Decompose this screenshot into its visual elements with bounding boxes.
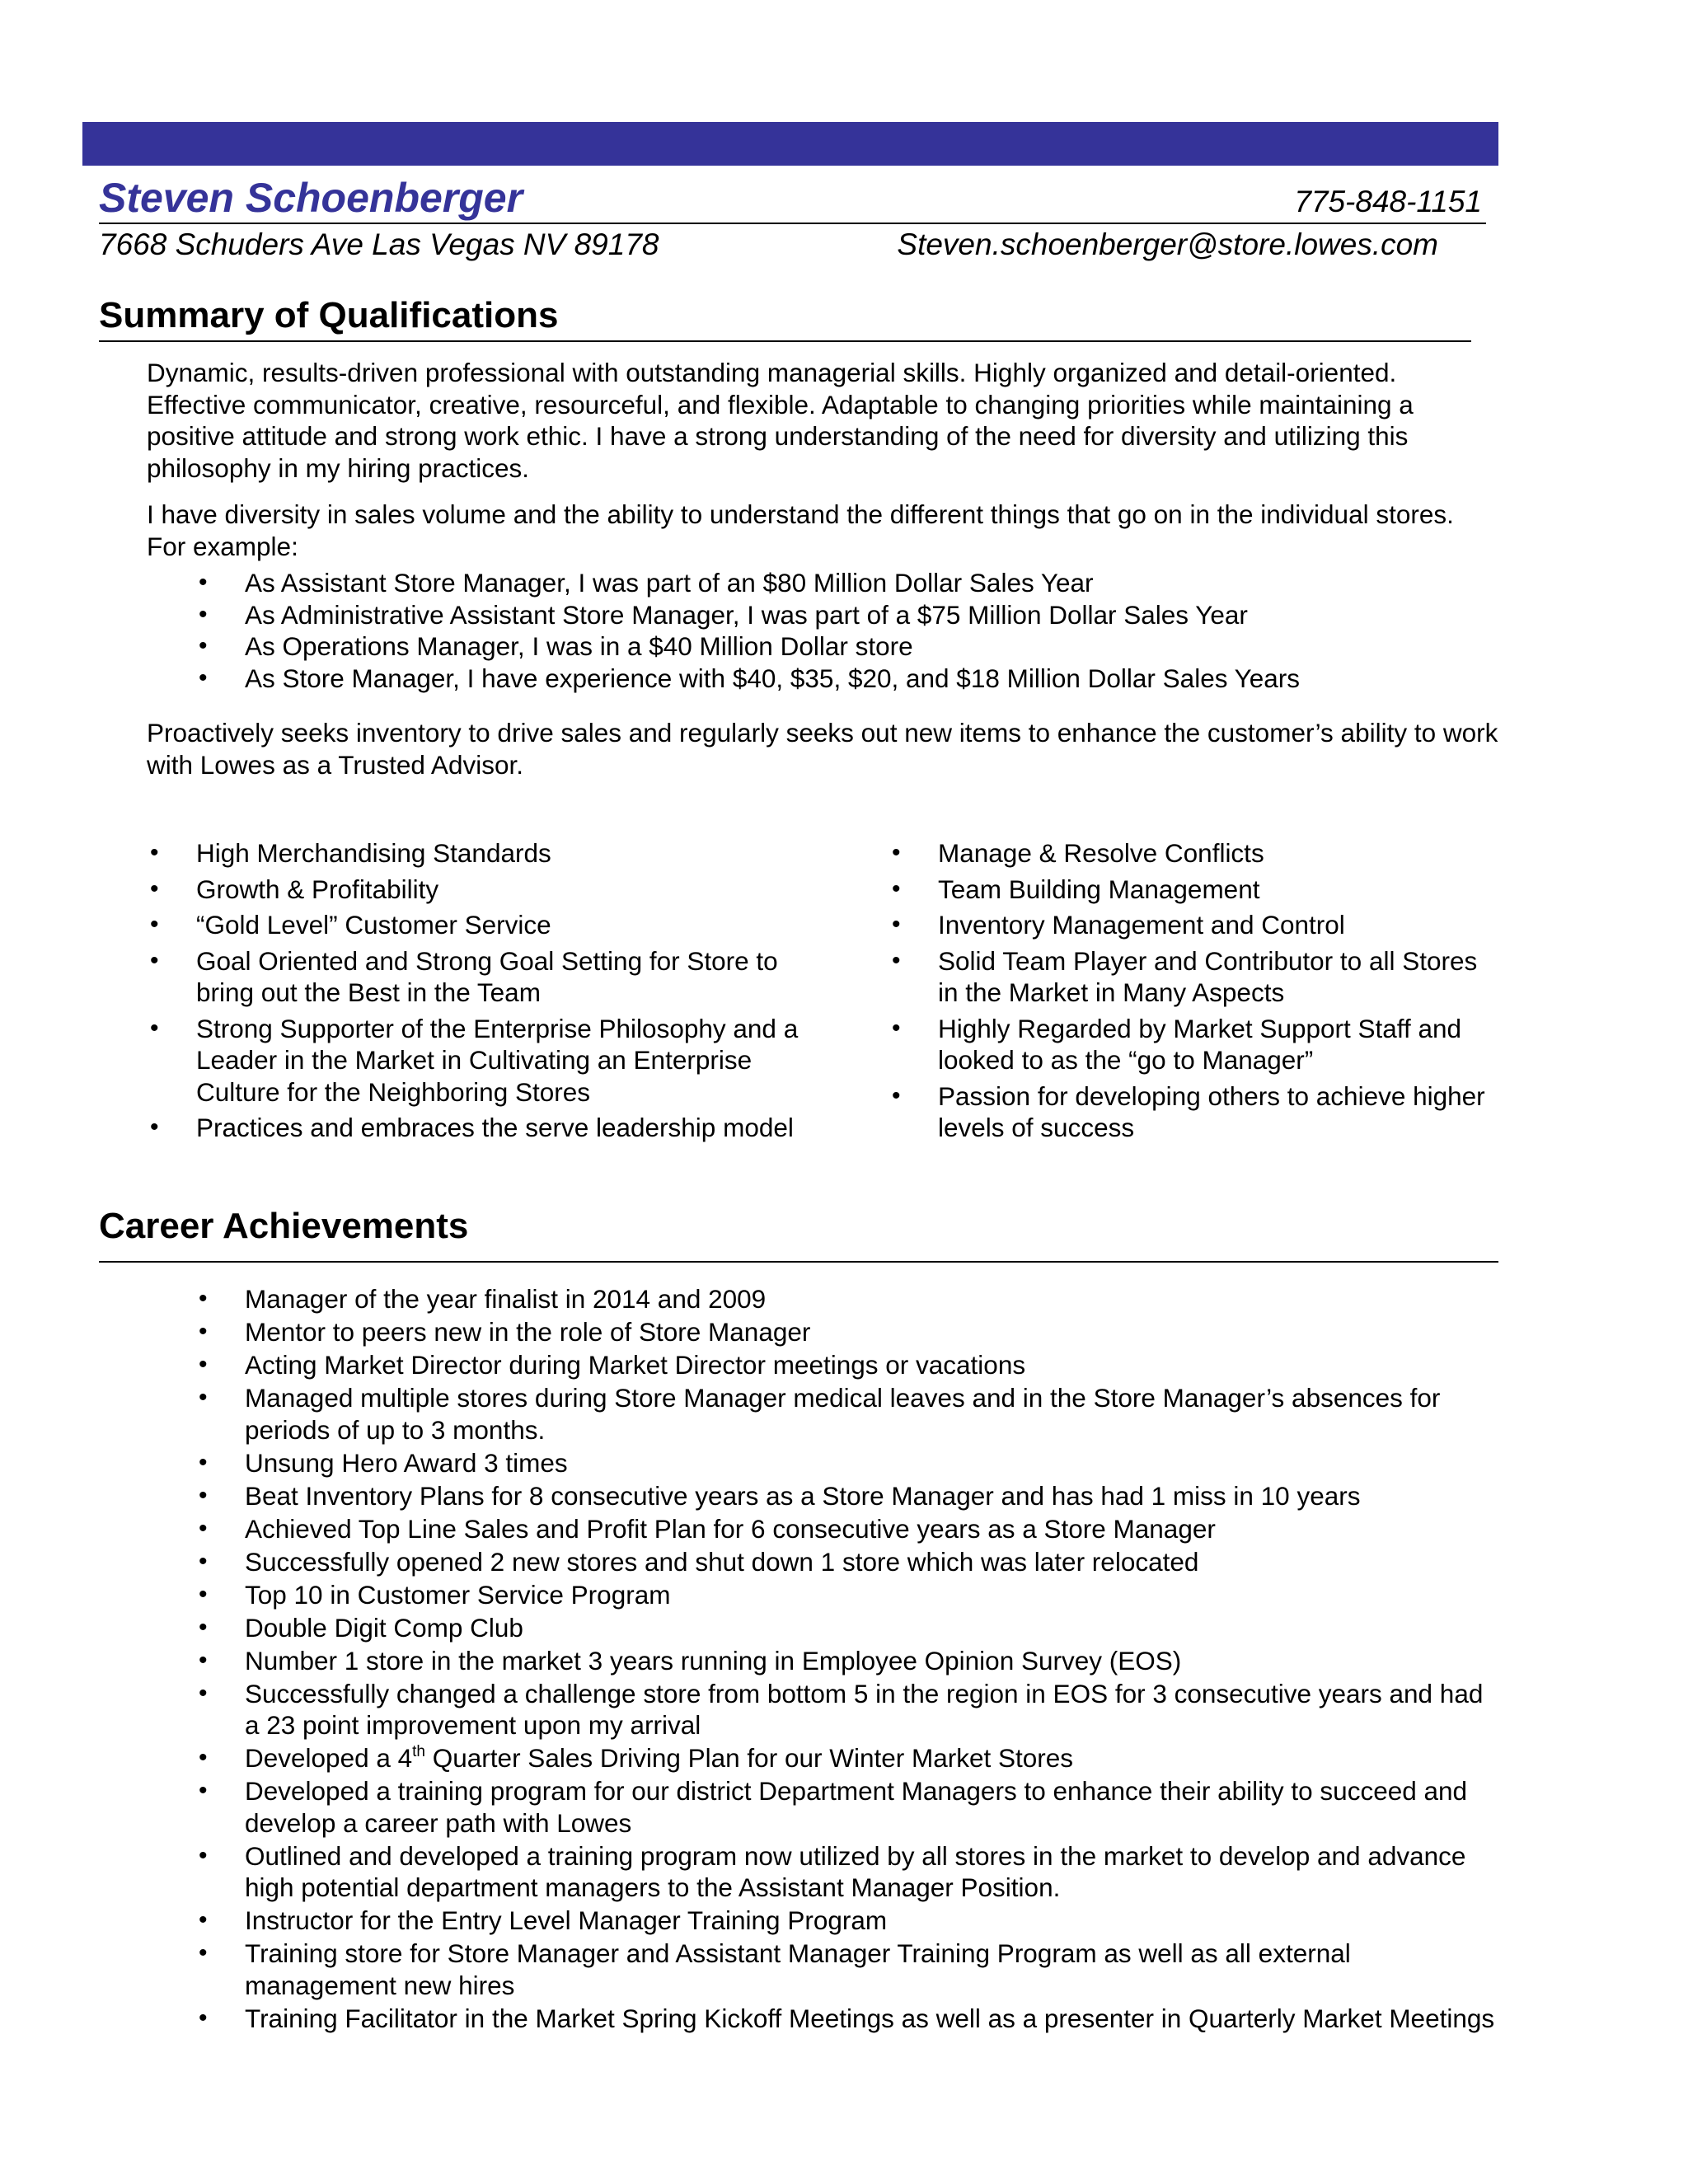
list-item: • Double Digit Comp Club: [199, 1612, 523, 1643]
list-item: • Team Building Management: [892, 874, 1260, 904]
career-section-title: Career Achievements: [99, 1206, 469, 1246]
list-item: • Strong Supporter of the Enterprise Philosophy and a Leader in the Market in Cultivating an Enterprise Culture for the Neighboring Stores: [150, 1013, 799, 1107]
header-divider: [99, 223, 1486, 224]
list-item: • Training store for Store Manager and Assistant Manager Training Program as well as all external management new hires: [199, 1938, 1351, 2000]
bullet-icon: •: [199, 1646, 208, 1674]
bullet-icon: •: [150, 839, 159, 866]
mailing-address: 7668 Schuders Ave Las Vegas NV 89178: [99, 227, 659, 261]
bullet-icon: •: [199, 1351, 208, 1378]
list-item: • Training Facilitator in the Market Spring Kickoff Meetings as well as a presenter in Quarterly Market Meetings: [199, 2003, 1495, 2033]
summary-section-divider: [99, 340, 1471, 342]
bullet-icon: •: [150, 1113, 159, 1141]
skills-list-right: [892, 837, 1498, 1148]
list-item: • Successfully changed a challenge store from bottom 5 in the region in EOS for 3 consecutive years and had a 23 point improvement upon my arrival: [199, 1678, 1484, 1740]
bullet-icon: •: [199, 1613, 208, 1641]
bullet-icon: •: [199, 1285, 208, 1312]
bullet-icon: •: [150, 874, 159, 902]
bullet-icon: •: [892, 946, 901, 974]
list-item: • As Administrative Assistant Store Manager, I was part of a $75 Million Dollar Sales Year: [199, 599, 1248, 630]
career-section-divider: [99, 1261, 1498, 1263]
list-item: • As Operations Manager, I was in a $40 Million Dollar store: [199, 631, 913, 661]
bullet-icon: •: [199, 569, 208, 596]
list-item: • Instructor for the Entry Level Manager Training Program: [199, 1905, 888, 1935]
bullet-icon: •: [199, 600, 208, 628]
list-item: • Goal Oriented and Strong Goal Setting for Store to bring out the Best in the Team: [150, 945, 778, 1007]
email-address: Steven.schoenberger@store.lowes.com: [897, 227, 1438, 261]
bullet-icon: •: [199, 663, 208, 691]
list-item: • As Assistant Store Manager, I was part of an $80 Million Dollar Sales Year: [199, 568, 1094, 598]
bullet-icon: •: [892, 911, 901, 938]
bullet-icon: •: [199, 1777, 208, 1804]
list-item: • “Gold Level” Customer Service: [150, 910, 551, 940]
list-item: • Unsung Hero Award 3 times: [199, 1447, 568, 1478]
bullet-icon: •: [892, 1081, 901, 1109]
list-item: • Developed a 4th Quarter Sales Driving Plan for our Winter Market Stores: [199, 1743, 1074, 1773]
bullet-icon: •: [199, 632, 208, 659]
bullet-icon: •: [199, 1939, 208, 1966]
career-achievements-list: [199, 1283, 1498, 2036]
list-item: • High Merchandising Standards: [150, 838, 551, 868]
bullet-icon: •: [150, 946, 159, 974]
skills-list-left: [150, 837, 839, 1148]
list-item: • As Store Manager, I have experience with $40, $35, $20, and $18 Million Dollar Sales Years: [199, 663, 1301, 693]
summary-section-title: Summary of Qualifications: [99, 295, 559, 335]
summary-paragraph-1: Dynamic, results-driven professional with outstanding managerial skills. Highly organized and detail-oriented. Effective communicator, creative, resourceful, and flexible. Adaptable to changing priorities while maintaining a positive attitude and strong work ethic. I have a strong understanding of the need for diversity and utilizing this philosophy in my hiring practices.: [147, 358, 1414, 483]
list-item: • Successfully opened 2 new stores and shut down 1 store which was later relocated: [199, 1546, 1199, 1577]
list-item: • Beat Inventory Plans for 8 consecutive years as a Store Manager and has had 1 miss in 10 years: [199, 1480, 1361, 1511]
bullet-icon: •: [199, 2004, 208, 2032]
bullet-icon: •: [199, 1448, 208, 1476]
bullet-icon: •: [199, 1384, 208, 1411]
bullet-icon: •: [150, 911, 159, 938]
list-item: • Practices and embraces the serve leadership model: [150, 1113, 794, 1142]
bullet-icon: •: [892, 839, 901, 866]
bullet-icon: •: [199, 1547, 208, 1575]
list-item: • Top 10 in Customer Service Program: [199, 1579, 671, 1610]
ordinal-suffix: th: [412, 1743, 426, 1760]
list-item: • Highly Regarded by Market Support Staff and looked to as the “go to Manager”: [892, 1013, 1462, 1075]
header-color-band: [82, 122, 1498, 166]
bullet-icon: •: [150, 1014, 159, 1042]
list-item: • Outlined and developed a training program now utilized by all stores in the market to develop and advance high potential department managers to the Assistant Manager Position.: [199, 1840, 1466, 1902]
list-item: • Passion for developing others to achieve higher levels of success: [892, 1080, 1485, 1142]
bullet-icon: •: [199, 1481, 208, 1509]
list-item: • Achieved Top Line Sales and Profit Plan for 6 consecutive years as a Store Manager: [199, 1513, 1216, 1544]
sales-volume-examples-list: [199, 567, 1498, 694]
bullet-icon: •: [199, 1318, 208, 1345]
candidate-name: Steven Schoenberger: [99, 175, 523, 221]
bullet-icon: •: [199, 1744, 208, 1771]
phone-number: 775-848-1151: [1294, 185, 1482, 218]
list-item: • Manager of the year finalist in 2014 and 2009: [199, 1284, 767, 1314]
list-item: • Developed a training program for our district Department Managers to enhance their ability to succeed and develop a career path with Lowes: [199, 1776, 1468, 1838]
list-item: • Mentor to peers new in the role of Store Manager: [199, 1317, 811, 1347]
list-item: • Acting Market Director during Market Director meetings or vacations: [199, 1350, 1026, 1380]
bullet-icon: •: [199, 1580, 208, 1608]
bullet-icon: •: [199, 1514, 208, 1542]
bullet-icon: •: [199, 1906, 208, 1933]
list-item: • Solid Team Player and Contributor to all Stores in the Market in Many Aspects: [892, 945, 1478, 1007]
bullet-icon: •: [199, 1841, 208, 1869]
bullet-icon: •: [199, 1679, 208, 1707]
list-item: • Inventory Management and Control: [892, 910, 1345, 940]
list-item: • Growth & Profitability: [150, 874, 439, 904]
list-item: • Managed multiple stores during Store Manager medical leaves and in the Store Manager’s absences for periods of up to 3 months.: [199, 1383, 1441, 1445]
summary-paragraph-2: I have diversity in sales volume and the ability to understand the different things that go on in the individual stores. For example:: [147, 499, 1454, 561]
list-item: • Number 1 store in the market 3 years running in Employee Opinion Survey (EOS): [199, 1645, 1182, 1675]
list-item: • Manage & Resolve Conflicts: [892, 838, 1264, 868]
bullet-icon: •: [892, 1014, 901, 1042]
summary-paragraph-3: Proactively seeks inventory to drive sales and regularly seeks out new items to enhance the customer’s ability to work with Lowes as a Trusted Advisor.: [147, 718, 1498, 780]
bullet-icon: •: [892, 874, 901, 902]
